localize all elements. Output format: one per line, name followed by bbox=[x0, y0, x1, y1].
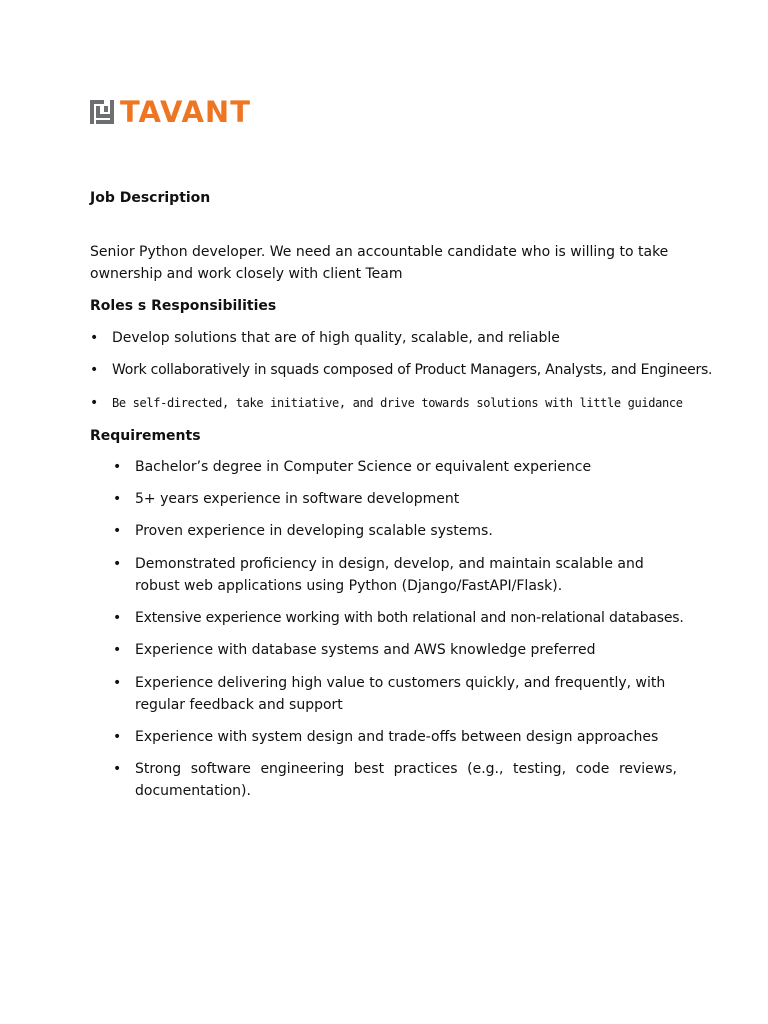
bullet-icon: • bbox=[90, 395, 99, 411]
requirement-text: 5+ years experience in software development bbox=[135, 491, 460, 507]
bullet-icon: • bbox=[113, 556, 122, 572]
requirement-text: Experience with database systems and AWS knowledge preferred bbox=[135, 642, 596, 658]
bullet-icon: • bbox=[113, 675, 122, 691]
logo-wordmark: TAVANT bbox=[120, 95, 251, 129]
company-logo bbox=[90, 96, 251, 128]
list-item bbox=[113, 672, 678, 716]
role-text: Be self-directed, take initiative, and drive towards solutions with little guidance bbox=[112, 396, 683, 410]
bullet-icon: • bbox=[113, 610, 122, 626]
list-item bbox=[113, 520, 678, 542]
roles-heading: Roles s Responsibilities bbox=[90, 298, 277, 314]
requirement-text: Experience delivering high value to customers quickly, and frequently, with regular feedback and support bbox=[135, 675, 666, 713]
list-item bbox=[113, 758, 678, 802]
intro-paragraph: Senior Python developer. We need an accountable candidate who is willing to take ownership and work closely with client Team bbox=[90, 244, 669, 282]
list-item bbox=[113, 639, 678, 661]
requirement-text: Demonstrated proficiency in design, develop, and maintain scalable and robust web applications using Python (Django/FastAPI/Flask). bbox=[135, 556, 644, 594]
requirement-text: Experience with system design and trade-offs between design approaches bbox=[135, 729, 659, 745]
requirement-text: Strong software engineering best practices (e.g., testing, code reviews, documentation). bbox=[135, 761, 677, 799]
bullet-icon: • bbox=[113, 491, 122, 507]
bullet-icon: • bbox=[90, 330, 99, 346]
bullet-icon: • bbox=[113, 729, 122, 745]
role-text: Work collaboratively in squads composed of Product Managers, Analysts, and Engineers. bbox=[112, 362, 713, 378]
role-text: Develop solutions that are of high quality, scalable, and reliable bbox=[112, 330, 560, 346]
list-item bbox=[113, 553, 678, 597]
list-item bbox=[113, 488, 678, 510]
requirement-text: Bachelor’s degree in Computer Science or equivalent experience bbox=[135, 459, 592, 475]
requirements-heading: Requirements bbox=[90, 428, 201, 444]
job-description-heading: Job Description bbox=[90, 190, 211, 206]
list-item bbox=[113, 456, 678, 478]
list-item bbox=[90, 327, 710, 349]
list-item bbox=[90, 359, 713, 381]
tavant-logo-icon bbox=[90, 100, 114, 124]
bullet-icon: • bbox=[113, 459, 122, 475]
bullet-icon: • bbox=[113, 523, 122, 539]
list-item bbox=[90, 392, 710, 414]
requirement-text: Extensive experience working with both relational and non-relational databases. bbox=[135, 610, 684, 626]
bullet-icon: • bbox=[113, 642, 122, 658]
bullet-icon: • bbox=[113, 761, 122, 777]
list-item bbox=[113, 607, 684, 629]
bullet-icon: • bbox=[90, 362, 99, 378]
requirement-text: Proven experience in developing scalable systems. bbox=[135, 523, 493, 539]
list-item bbox=[113, 726, 678, 748]
